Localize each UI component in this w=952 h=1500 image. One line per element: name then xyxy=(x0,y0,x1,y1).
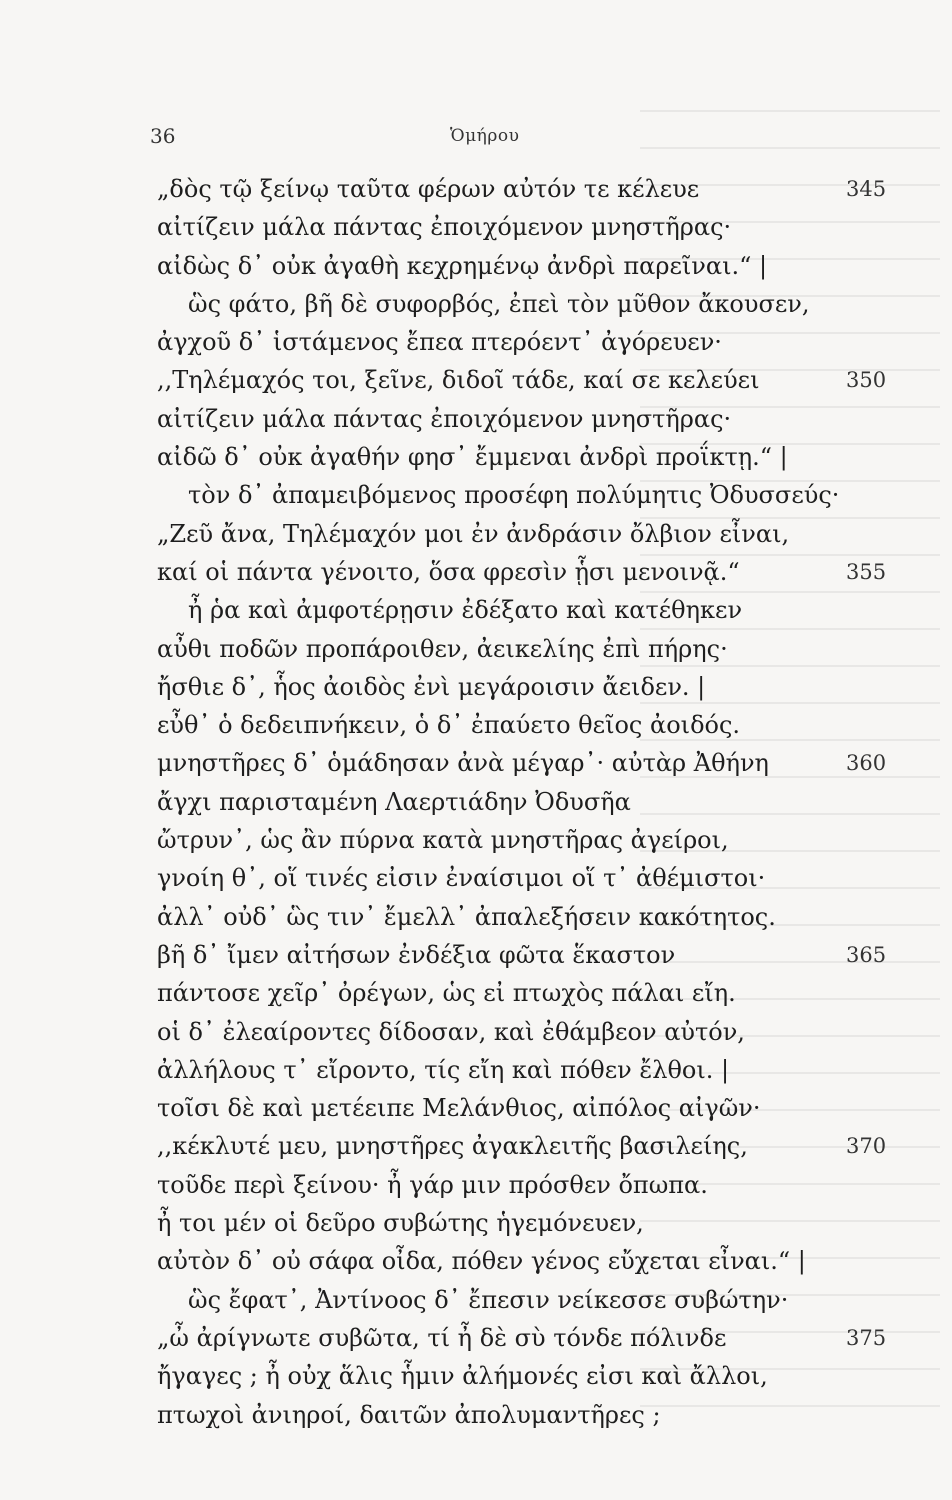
verse-line xyxy=(0,591,952,629)
verse-line xyxy=(0,974,952,1012)
verse-line-text: αἰτίζειν μάλα πάντας ἐποιχόμενον μνηστῆρας· xyxy=(157,213,732,242)
line-number: 370 xyxy=(846,1134,887,1159)
verse-line-text: ὣς ἔφατ᾽, Ἀντίνοος δ᾽ ἔπεσιν νείκεσσε συβώτην· xyxy=(188,1285,789,1314)
verse-line-text: αὖθι ποδῶν προπάροιθεν, ἀεικελίης ἐπὶ πήρης· xyxy=(157,634,728,663)
verse-line xyxy=(0,1089,952,1127)
verse-line xyxy=(0,323,952,361)
verse-line xyxy=(0,630,952,668)
verse-line-text: ἦ τοι μέν οἱ δεῦρο συβώτης ἡγεμόνευεν, xyxy=(157,1209,644,1238)
verse-line-text: γνοίη θ᾽, οἵ τινές εἰσιν ἐναίσιμοι οἵ τ᾽ ἀθέμιστοι· xyxy=(157,864,766,893)
verse-line xyxy=(0,438,952,476)
verse-line xyxy=(0,1281,952,1319)
verse-line-text: ,,Τηλέμαχός τοι, ξεῖνε, διδοῖ τάδε, καί σε κελεύει xyxy=(157,366,760,395)
verse-line-text: αὐτὸν δ᾽ οὐ σάφα οἶδα, πόθεν γένος εὔχεται εἶναι.“ | xyxy=(157,1247,806,1276)
verse-line xyxy=(0,515,952,553)
verse-line-text: „Ζεῦ ἄνα, Τηλέμαχόν μοι ἐν ἀνδράσιν ὄλβιον εἶναι, xyxy=(157,519,790,548)
line-number: 360 xyxy=(846,751,887,776)
verse-line-text: πτωχοὶ ἀνιηροί, δαιτῶν ἀπολυμαντῆρες ; xyxy=(157,1400,661,1429)
page-header xyxy=(150,124,890,154)
line-number: 345 xyxy=(846,177,887,201)
verse-line xyxy=(0,1013,952,1051)
verse-line xyxy=(0,476,952,514)
line-number: 365 xyxy=(846,942,887,967)
verse-line xyxy=(0,1127,952,1165)
verse-line xyxy=(0,821,952,859)
verse-line-text: „δὸς τῷ ξείνῳ ταῦτα φέρων αὐτόν τε κέλευε xyxy=(157,175,700,203)
line-number: 375 xyxy=(846,1325,887,1350)
line-number: 355 xyxy=(846,559,887,584)
page-number: 36 xyxy=(150,124,176,148)
running-title: Ὁμήρου xyxy=(450,126,520,146)
verse-line-text: εὖθ᾽ ὁ δεδειπνήκειν, ὁ δ᾽ ἐπαύετο θεῖος ἀοιδός. xyxy=(157,711,741,740)
verse-line-text: „ὦ ἀρίγνωτε συβῶτα, τί ἦ δὲ σὺ τόνδε πόλινδε xyxy=(157,1323,727,1352)
verse-line-text: οἱ δ᾽ ἐλεαίροντες δίδοσαν, καὶ ἐθάμβεον αὐτόν, xyxy=(157,1017,745,1046)
verse-block xyxy=(0,170,952,1434)
verse-line-text: αἰδῶ δ᾽ οὐκ ἀγαθήν φησ᾽ ἔμμεναι ἀνδρὶ προΐκτῃ.“ | xyxy=(157,443,788,472)
verse-line-text: ἤσθιε δ᾽, ἧος ἀοιδὸς ἐνὶ μεγάροισιν ἄειδεν. | xyxy=(157,672,706,701)
verse-line-text: ἀλλ᾽ οὐδ᾽ ὣς τιν᾽ ἔμελλ᾽ ἀπαλεξήσειν κακότητος. xyxy=(157,902,776,931)
verse-line xyxy=(0,859,952,897)
verse-line xyxy=(0,1204,952,1242)
verse-line xyxy=(0,668,952,706)
verse-line xyxy=(0,170,952,208)
verse-line-text: ἀλλήλους τ᾽ εἴροντο, τίς εἴη καὶ πόθεν ἔλθοι. | xyxy=(157,1055,730,1084)
verse-line-text: καί οἱ πάντα γένοιτο, ὅσα φρεσὶν ᾗσι μενοινᾷ.“ xyxy=(157,557,740,586)
verse-line xyxy=(0,400,952,438)
verse-line xyxy=(0,285,952,323)
verse-line xyxy=(0,1319,952,1357)
line-number: 350 xyxy=(846,368,887,393)
verse-line-text: ἦ ῥα καὶ ἀμφοτέρῃσιν ἐδέξατο καὶ κατέθηκεν xyxy=(188,596,743,625)
verse-line xyxy=(0,1242,952,1280)
verse-line xyxy=(0,744,952,782)
verse-line-text: μνηστῆρες δ᾽ ὁμάδησαν ἀνὰ μέγαρ᾽· αὐτὰρ Ἀθήνη xyxy=(157,749,769,778)
verse-line xyxy=(0,936,952,974)
verse-line-text: τοῦδε περὶ ξείνου· ἦ γάρ μιν πρόσθεν ὄπωπα. xyxy=(157,1170,708,1199)
verse-line-text: ἀγχοῦ δ᾽ ἱστάμενος ἔπεα πτερόεντ᾽ ἀγόρευεν· xyxy=(157,328,722,357)
verse-line xyxy=(0,898,952,936)
verse-line xyxy=(0,208,952,246)
verse-line-text: βῆ δ᾽ ἴμεν αἰτήσων ἐνδέξια φῶτα ἕκαστον xyxy=(157,940,676,969)
verse-line xyxy=(0,783,952,821)
verse-line xyxy=(0,247,952,285)
verse-line-text: ὣς φάτο, βῆ δὲ συφορβός, ἐπεὶ τὸν μῦθον ἄκουσεν, xyxy=(188,289,810,318)
verse-line-text: ,,κέκλυτέ μευ, μνηστῆρες ἀγακλειτῆς βασιλείης, xyxy=(157,1132,748,1161)
verse-line xyxy=(0,361,952,399)
verse-line-text: τοῖσι δὲ καὶ μετέειπε Μελάνθιος, αἰπόλος αἰγῶν· xyxy=(157,1094,761,1123)
verse-line-text: πάντοσε χεῖρ᾽ ὀρέγων, ὡς εἰ πτωχὸς πάλαι εἴη. xyxy=(157,979,736,1008)
verse-line xyxy=(0,553,952,591)
verse-line xyxy=(0,1166,952,1204)
verse-line-text: τὸν δ᾽ ἀπαμειβόμενος προσέφη πολύμητις Ὀδυσσεύς· xyxy=(188,481,840,510)
verse-line xyxy=(0,706,952,744)
verse-line-text: αἰδὼς δ᾽ οὐκ ἀγαθὴ κεχρημένῳ ἀνδρὶ παρεῖναι.“ | xyxy=(157,251,768,280)
verse-line-text: αἰτίζειν μάλα πάντας ἐποιχόμενον μνηστῆρας· xyxy=(157,404,732,433)
verse-line xyxy=(0,1396,952,1434)
verse-line-text: ἤγαγες ; ἦ οὐχ ἅλις ἧμιν ἀλήμονές εἰσι καὶ ἄλλοι, xyxy=(157,1362,768,1391)
verse-line xyxy=(0,1357,952,1395)
verse-line-text: ἄγχι παρισταμένη Λαερτιάδην Ὀδυσῆα xyxy=(157,787,631,816)
verse-line-text: ὤτρυν᾽, ὡς ἂν πύρνα κατὰ μνηστῆρας ἀγείροι, xyxy=(157,826,729,855)
verse-line xyxy=(0,1051,952,1089)
